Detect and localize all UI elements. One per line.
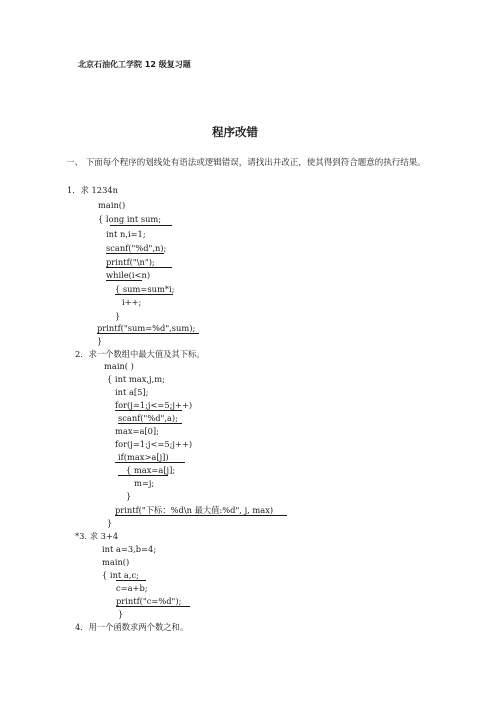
error-underline [115, 462, 185, 463]
code-line: } [118, 609, 124, 619]
code-line: max=a[0]; [115, 426, 159, 436]
code-line: int a=3,b=4; [102, 544, 157, 554]
code-line: { long int sum; [98, 214, 162, 224]
problem-3-title: *3. 求 3+4 [75, 531, 119, 541]
error-underline [106, 280, 142, 281]
code-line: int a[5]; [115, 387, 149, 397]
error-underline [115, 294, 173, 295]
code-line: printf("sum=%d",sum); [97, 323, 196, 333]
code-line: i++; [122, 297, 142, 307]
code-line: int n,i=1; [106, 229, 146, 239]
error-underline [106, 267, 172, 268]
problem-2-title: 2．求一个数组中最大值及其下标。 [75, 349, 205, 359]
code-line: } [115, 311, 121, 321]
code-line: while(i<n) [106, 270, 151, 280]
code-line: { sum=sum*i; [115, 284, 175, 294]
code-line: } [126, 491, 132, 501]
code-line: for(j=1;j<=5;j++) [115, 400, 193, 410]
error-underline [118, 475, 168, 476]
page-title: 程序改错 [212, 125, 258, 139]
error-underline [97, 333, 199, 334]
code-line: main( ) [104, 361, 134, 371]
error-underline [116, 606, 190, 607]
problem-1-title: 1．求 1234n [67, 185, 118, 195]
code-line: { int max,j,m; [107, 374, 165, 384]
code-line: { int a,c; [102, 570, 139, 580]
school-header: 北京石油化工学院 12 级复习题 [78, 60, 191, 69]
code-line: } [107, 518, 113, 528]
problem-4-title: 4．用一个函数求两个数之和。 [75, 622, 189, 632]
error-underline [115, 515, 287, 516]
error-underline [116, 580, 146, 581]
code-line: { max=a[j]; [126, 465, 176, 475]
code-line: scanf("%d",n); [106, 243, 167, 253]
code-line: printf("下标：%d\n 最大值:%d", j, max) [115, 505, 274, 515]
code-line: for(j=1;j<=5;j++) [115, 439, 193, 449]
code-line: scanf("%d",a); [118, 413, 178, 423]
instructions-paragraph: 一、 下面每个程序的划线处有语法或逻辑错误，请找出并改正，使其得到符合题意的执行结果。 [66, 158, 426, 168]
error-underline [110, 225, 172, 226]
code-line: main() [98, 200, 126, 210]
code-line: m=j; [134, 478, 155, 488]
code-line: printf("\n"); [106, 257, 155, 267]
code-line: if(max>a[j]) [118, 452, 169, 462]
code-line: c=a+b; [116, 583, 148, 593]
error-underline [106, 253, 164, 254]
code-line: main() [102, 557, 130, 567]
code-line: printf("c=%d"); [116, 596, 182, 606]
error-underline [118, 423, 182, 424]
error-underline [115, 410, 182, 411]
code-line: } [97, 336, 103, 346]
